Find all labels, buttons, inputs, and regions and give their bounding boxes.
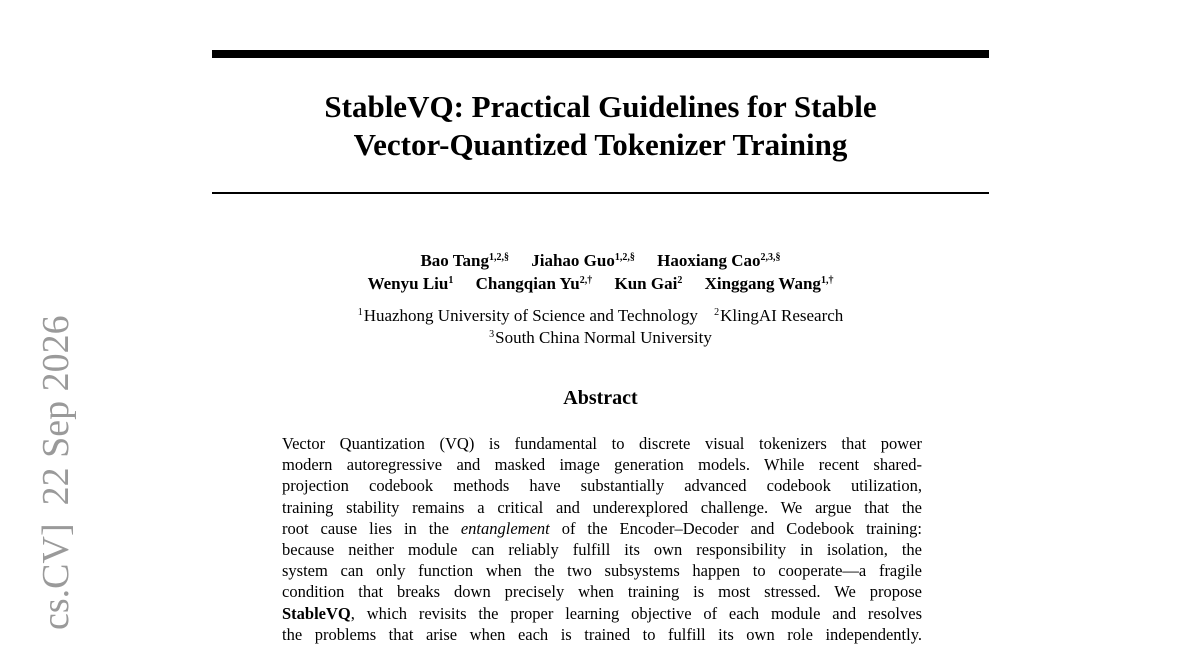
arxiv-side-stamp [34, 315, 78, 648]
affiliation-line-1 [212, 305, 989, 327]
method-name-stablevq: StableVQ [282, 603, 351, 623]
author: Haoxiang Cao$^{2,3,\S}$ [657, 251, 781, 270]
affiliation: $^3$South China Normal University [489, 328, 712, 347]
author-line-1 [212, 249, 989, 272]
abstract-line: Vector Quantization (VQ) is fundamental to discrete visual tokenizers that power [282, 434, 922, 453]
author: Jiahao Guo$^{1,2,\S}$ [531, 251, 635, 270]
author-list [212, 249, 989, 295]
affiliation-list [212, 305, 989, 349]
abstract-body [282, 433, 922, 645]
abstract-line: the problems that arise when each is trained to fulfill its own role independently. [282, 624, 922, 644]
affiliation-line-2 [212, 327, 989, 349]
title-line-1: StableVQ: Practical Guidelines for Stable [324, 89, 877, 124]
arxiv-date: 22 Sep 2026 [35, 315, 77, 506]
abstract-line: condition that breaks down precisely when training is most stressed. We propose [282, 582, 922, 602]
affiliation: $^2$KlingAI Research [714, 306, 844, 325]
paper-title [212, 88, 989, 164]
emphasis-entanglement: entanglement [460, 518, 550, 538]
title-bottom-rule [212, 192, 989, 194]
abstract-line: projection codebook methods have substantially advanced codebook utilization, [282, 476, 922, 496]
abstract-line: because neither module can reliably fulfill its own responsibility in isolation, the [282, 540, 922, 560]
author: Kun Gai$^2$ [614, 274, 683, 293]
author: Xinggang Wang$^{1,\dagger}$ [704, 274, 834, 293]
author: Changqian $Yu^{2,\dagger}$ [475, 274, 593, 293]
abstract-heading: Abstract [563, 387, 638, 409]
author: Wenyu Liu$^1$ [367, 274, 454, 293]
abstract-line: StableVQ, which revisits the proper learning objective of each module and resolves [282, 603, 922, 623]
affiliation: $^1$Huazhong University of Science and Technology [357, 306, 698, 325]
top-rule [212, 50, 989, 58]
abstract-line: training stability remains a critical and underexplored challenge. We argue that the [282, 497, 922, 517]
author-line-2 [212, 272, 989, 295]
abstract-line: system can only function when the two subsystems happen to cooperate—a fragile [282, 561, 922, 581]
abstract-line: root cause lies in the entanglement of the Encoder–Decoder and Codebook training: [282, 518, 922, 538]
author: Bao Tang$^{1,2,\S}$ [420, 251, 509, 270]
arxiv-category: cs.CV] [35, 523, 77, 630]
abstract-line: modern autoregressive and masked image generation models. While recent shared- [282, 455, 922, 475]
title-line-2: Vector-Quantized Tokenizer Training [353, 127, 848, 162]
